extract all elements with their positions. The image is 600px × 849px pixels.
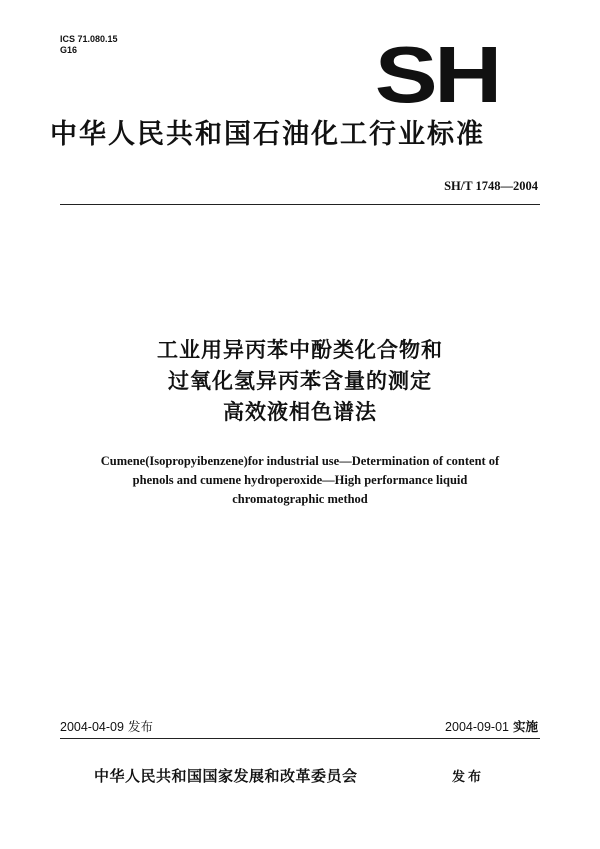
classification-codes <box>60 34 118 56</box>
title-en-line-1: Cumene(Isopropyibenzene)for industrial use—Determination of content of <box>100 454 500 468</box>
implement-date: 2004-09-01 <box>445 720 509 734</box>
implement-date-block <box>445 719 538 735</box>
ccs-code: G16 <box>60 45 78 55</box>
title-en-line-2: phenols and cumene hydroperoxide—High performance liquid <box>132 473 468 487</box>
sh-logo: SH <box>374 30 499 119</box>
title-en <box>60 452 540 509</box>
title-zh-line-1: 工业用异丙苯中酚类化合物和 <box>157 338 443 362</box>
title-en-line-3: chromatographic method <box>232 492 368 506</box>
implement-label: 实施 <box>512 719 538 734</box>
title-zh-line-3: 高效液相色谱法 <box>223 400 377 424</box>
top-divider <box>60 204 540 205</box>
standard-number: SH/T 1748—2004 <box>444 179 538 193</box>
issue-label: 发布 <box>127 719 153 734</box>
title-zh-line-2: 过氧化氢异丙苯含量的测定 <box>168 369 432 393</box>
ics-code: ICS 71.080.15 <box>60 34 118 44</box>
issuer-action: 发布 <box>452 770 485 785</box>
bottom-divider <box>60 738 540 739</box>
issue-date: 2004-04-09 <box>60 720 124 734</box>
org-standard-header: 中华人民共和国石油化工行业标准 <box>50 119 485 150</box>
issuer-name: 中华人民共和国国家发展和改革委员会 <box>94 767 358 785</box>
issue-date-block <box>60 719 153 735</box>
